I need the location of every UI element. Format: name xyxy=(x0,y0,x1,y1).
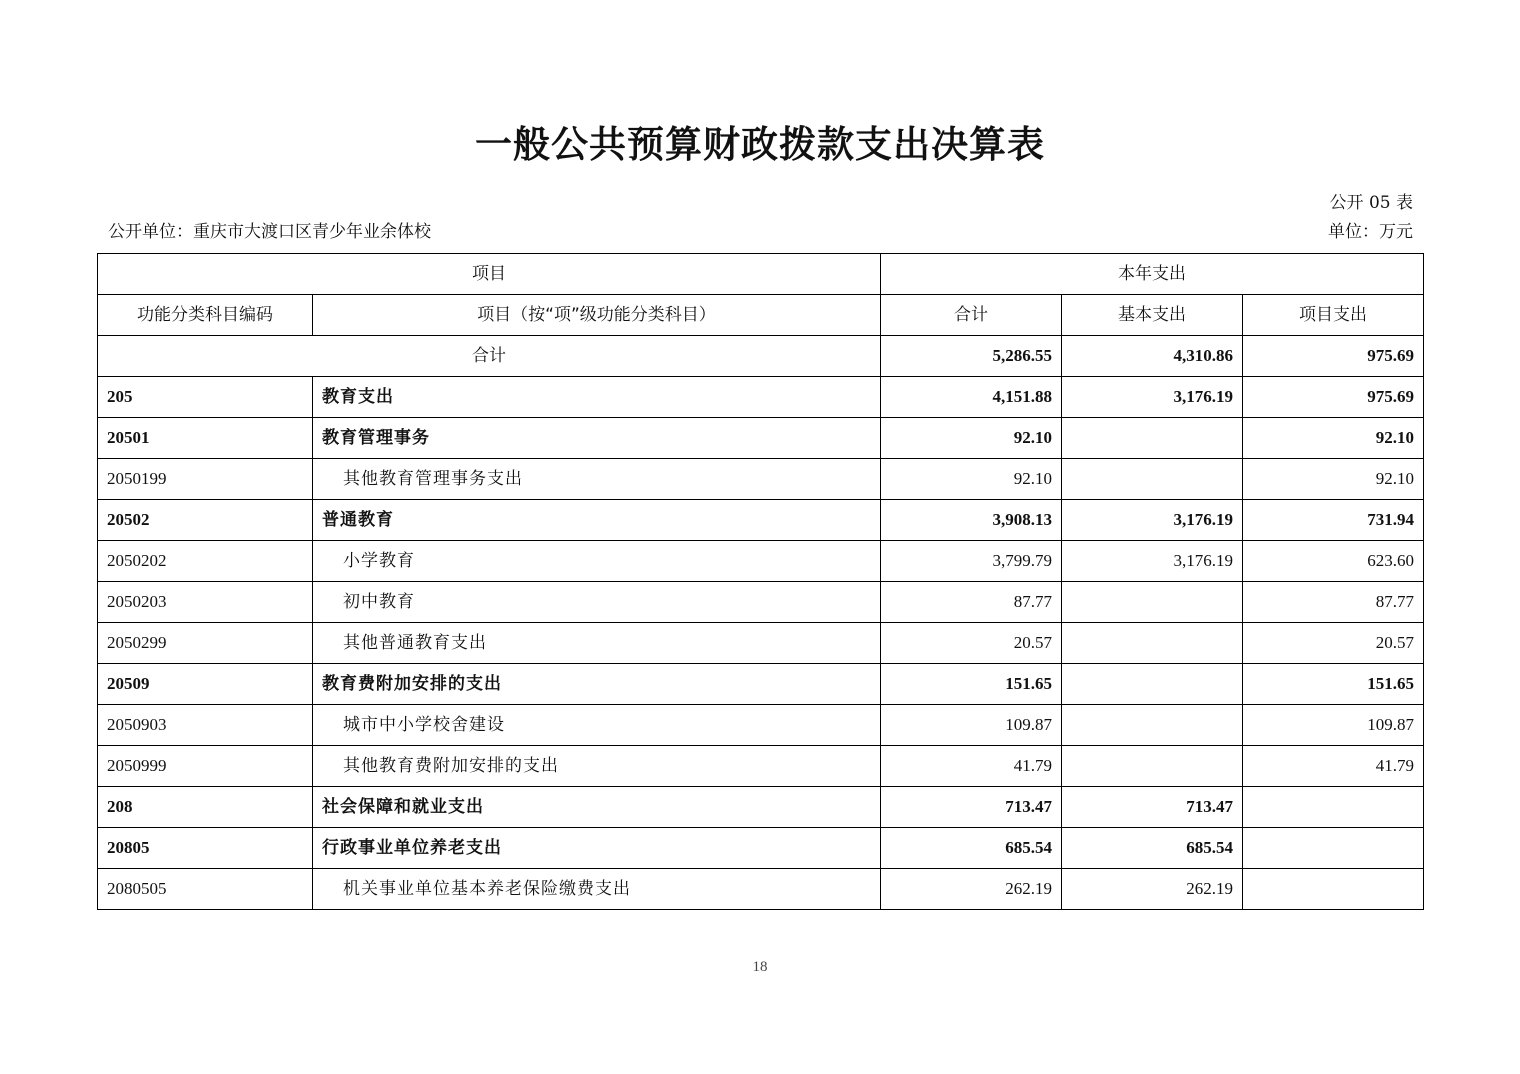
page-number: 18 xyxy=(752,959,768,975)
row-code: 205 xyxy=(98,377,313,418)
row-name: 城市中小学校舍建设 xyxy=(313,705,881,746)
row-total: 3,799.79 xyxy=(881,541,1062,582)
page-title: 一般公共预算财政拨款支出决算表 xyxy=(475,123,1045,166)
row-basic xyxy=(1062,418,1243,459)
row-basic xyxy=(1062,746,1243,787)
header-project: 项目 xyxy=(98,254,881,295)
row-code: 2050999 xyxy=(98,746,313,787)
row-project: 92.10 xyxy=(1243,418,1424,459)
table-row xyxy=(98,418,1424,459)
row-project xyxy=(1243,828,1424,869)
row-project xyxy=(1243,869,1424,910)
row-name: 教育支出 xyxy=(313,377,881,418)
row-project: 87.77 xyxy=(1243,582,1424,623)
row-name: 社会保障和就业支出 xyxy=(313,787,881,828)
row-name: 机关事业单位基本养老保险缴费支出 xyxy=(313,869,881,910)
row-project: 92.10 xyxy=(1243,459,1424,500)
row-basic xyxy=(1062,459,1243,500)
header-row-2 xyxy=(98,295,1424,336)
row-project: 20.57 xyxy=(1243,623,1424,664)
row-total: 87.77 xyxy=(881,582,1062,623)
table-row xyxy=(98,787,1424,828)
row-code: 2080505 xyxy=(98,869,313,910)
row-total: 262.19 xyxy=(881,869,1062,910)
row-basic: 262.19 xyxy=(1062,869,1243,910)
table-row xyxy=(98,869,1424,910)
row-code: 2050199 xyxy=(98,459,313,500)
header-project-expense: 项目支出 xyxy=(1243,295,1424,336)
row-project: 975.69 xyxy=(1243,377,1424,418)
row-total: 92.10 xyxy=(881,459,1062,500)
row-name: 其他普通教育支出 xyxy=(313,623,881,664)
row-basic: 3,176.19 xyxy=(1062,377,1243,418)
table-row xyxy=(98,500,1424,541)
row-project xyxy=(1243,787,1424,828)
table-row xyxy=(98,623,1424,664)
table-row xyxy=(98,541,1424,582)
row-project: 109.87 xyxy=(1243,705,1424,746)
row-code: 20501 xyxy=(98,418,313,459)
row-code: 2050202 xyxy=(98,541,313,582)
row-project: 623.60 xyxy=(1243,541,1424,582)
row-name: 教育管理事务 xyxy=(313,418,881,459)
row-total: 20.57 xyxy=(881,623,1062,664)
table-row xyxy=(98,582,1424,623)
row-project: 41.79 xyxy=(1243,746,1424,787)
row-basic xyxy=(1062,664,1243,705)
row-total: 4,151.88 xyxy=(881,377,1062,418)
header-current-year-expense: 本年支出 xyxy=(881,254,1424,295)
row-name: 教育费附加安排的支出 xyxy=(313,664,881,705)
header-total: 合计 xyxy=(881,295,1062,336)
row-total: 713.47 xyxy=(881,787,1062,828)
row-name: 其他教育管理事务支出 xyxy=(313,459,881,500)
row-basic: 685.54 xyxy=(1062,828,1243,869)
reporting-unit: 公开单位：重庆市大渡口区青少年业余体校 xyxy=(108,222,431,242)
row-total: 3,908.13 xyxy=(881,500,1062,541)
total-row-total: 5,286.55 xyxy=(881,336,1062,377)
total-row xyxy=(98,336,1424,377)
row-code: 20502 xyxy=(98,500,313,541)
row-total: 151.65 xyxy=(881,664,1062,705)
table-row xyxy=(98,746,1424,787)
row-code: 20509 xyxy=(98,664,313,705)
header-row-1 xyxy=(98,254,1424,295)
row-basic xyxy=(1062,705,1243,746)
table-row xyxy=(98,664,1424,705)
total-row-project: 975.69 xyxy=(1243,336,1424,377)
total-row-label: 合计 xyxy=(98,336,881,377)
row-project: 151.65 xyxy=(1243,664,1424,705)
row-name: 初中教育 xyxy=(313,582,881,623)
row-basic: 3,176.19 xyxy=(1062,500,1243,541)
header-code: 功能分类科目编码 xyxy=(98,295,313,336)
row-total: 92.10 xyxy=(881,418,1062,459)
row-code: 20805 xyxy=(98,828,313,869)
currency-unit: 单位：万元 xyxy=(1328,222,1413,242)
row-total: 41.79 xyxy=(881,746,1062,787)
table-row xyxy=(98,705,1424,746)
row-code: 2050203 xyxy=(98,582,313,623)
row-name: 其他教育费附加安排的支出 xyxy=(313,746,881,787)
table-row xyxy=(98,459,1424,500)
row-name: 行政事业单位养老支出 xyxy=(313,828,881,869)
row-basic xyxy=(1062,623,1243,664)
form-number: 公开 05 表 xyxy=(1329,193,1413,213)
row-basic xyxy=(1062,582,1243,623)
row-code: 208 xyxy=(98,787,313,828)
row-project: 731.94 xyxy=(1243,500,1424,541)
row-name: 普通教育 xyxy=(313,500,881,541)
row-basic: 3,176.19 xyxy=(1062,541,1243,582)
header-item: 项目（按“项”级功能分类科目） xyxy=(313,295,881,336)
total-row-basic: 4,310.86 xyxy=(1062,336,1243,377)
row-basic: 713.47 xyxy=(1062,787,1243,828)
row-total: 109.87 xyxy=(881,705,1062,746)
unit-line xyxy=(108,221,1413,245)
header-basic: 基本支出 xyxy=(1062,295,1243,336)
table-row xyxy=(98,828,1424,869)
table-row xyxy=(98,377,1424,418)
expenditure-table xyxy=(97,253,1424,910)
row-code: 2050299 xyxy=(98,623,313,664)
row-code: 2050903 xyxy=(98,705,313,746)
row-name: 小学教育 xyxy=(313,541,881,582)
row-total: 685.54 xyxy=(881,828,1062,869)
